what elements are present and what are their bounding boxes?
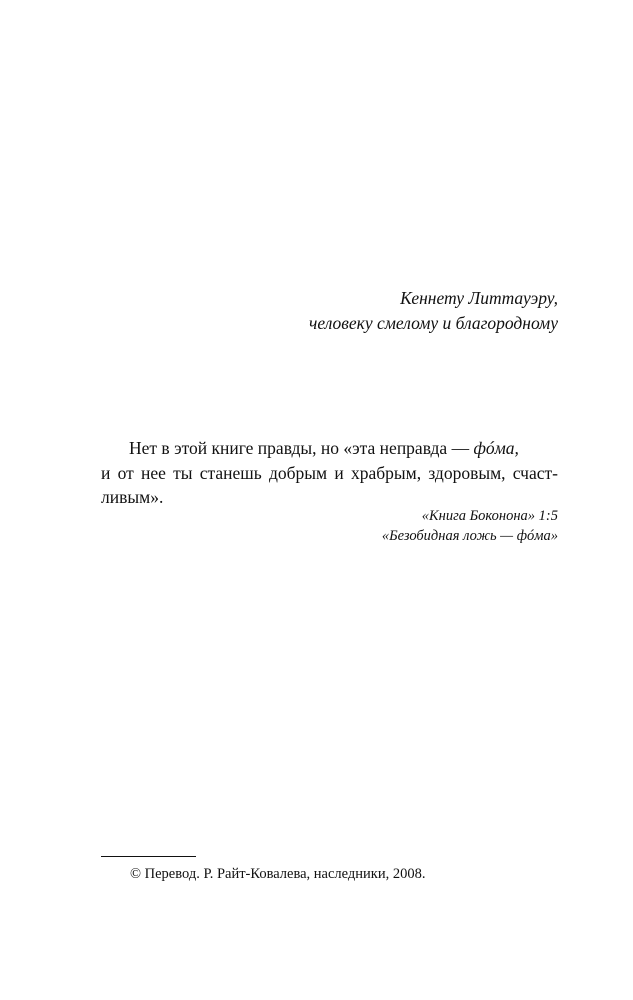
epigraph-line-1-roman: Нет в этой книге правды, но «эта неправда — — [129, 438, 474, 458]
source-line-1: «Книга Боконона» 1:5 — [421, 508, 558, 524]
footnote-rule — [101, 856, 196, 857]
epigraph-line-3: ливым». — [101, 487, 164, 507]
source-line-2: «Безобидная ложь — фóма» — [381, 528, 558, 544]
dedication-line-2: человеку смелому и благородному — [309, 313, 558, 333]
dedication — [309, 286, 558, 336]
epigraph — [101, 436, 558, 510]
epigraph-line-2: и от нее ты станешь добрым и храбрым, здоровым, счаст- — [101, 462, 558, 483]
epigraph-source — [382, 506, 558, 546]
epigraph-line-1-italic: фóма, — [473, 438, 519, 458]
epigraph-line-1 — [101, 436, 558, 461]
dedication-line-1: Кеннету Литтауэру, — [400, 288, 558, 308]
copyright-notice: © Перевод. Р. Райт-Ковалева, наследники, 2008. — [130, 866, 426, 882]
